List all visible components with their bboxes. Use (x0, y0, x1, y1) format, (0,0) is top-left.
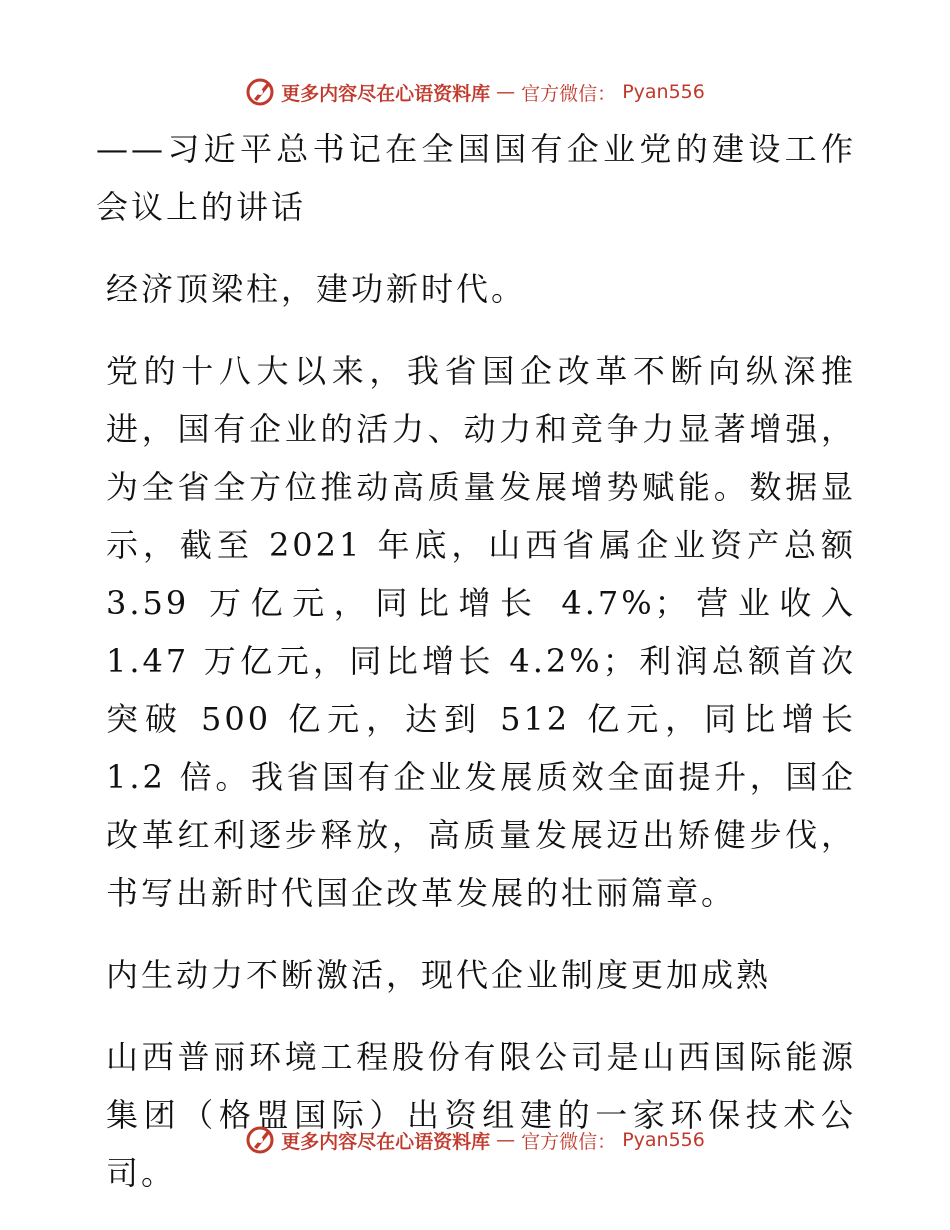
watermark-dash: — (496, 81, 516, 103)
header-watermark (0, 72, 950, 112)
document-body (96, 120, 856, 1202)
watermark-handle: Pyan556 (622, 81, 705, 103)
footer-watermark (0, 1120, 950, 1160)
quill-logo-icon (245, 1125, 275, 1155)
body-paragraph: 党的十八大以来，我省国企改革不断向纵深推进，国有企业的活力、动力和竞争力显著增强，为全省全方位推动高质量发展增势赋能。数据显示，截至 2021 年底，山西省属企业资产总额 3.59 万亿元，同比增长 4.7%；营业收入 1.47 万亿元，同比增长 4.2%；利润总额首次突破 500 亿元，达到 512 亿元，同比增长 1.2 倍。我省国有企业发展质效全面提升，国企改革红利逐步释放，高质量发展迈出矫健步伐，书写出新时代国企改革发展的壮丽篇章。 (106, 352, 856, 912)
subtitle-paragraph: ——习近平总书记在全国国有企业党的建设工作会议上的讲话 (96, 130, 856, 226)
watermark-site-text: 更多内容尽在心语资料库 (281, 1130, 491, 1153)
watermark-site-text: 更多内容尽在心语资料库 (281, 82, 491, 105)
watermark-label: 官方微信： (521, 1130, 617, 1153)
watermark-label: 官方微信： (521, 82, 617, 105)
quill-logo-icon (245, 77, 275, 107)
section-heading: 内生动力不断激活，现代企业制度更加成熟 (106, 956, 772, 994)
body-paragraph-2: 山西普丽环境工程股份有限公司是山西国际能源集团（格盟国际）出资组建的一家环保技术公司。 (106, 1038, 856, 1192)
heading-paragraph: 经济顶梁柱，建功新时代。 (106, 270, 527, 308)
watermark-dash: — (496, 1129, 516, 1151)
watermark-handle: Pyan556 (622, 1129, 705, 1151)
